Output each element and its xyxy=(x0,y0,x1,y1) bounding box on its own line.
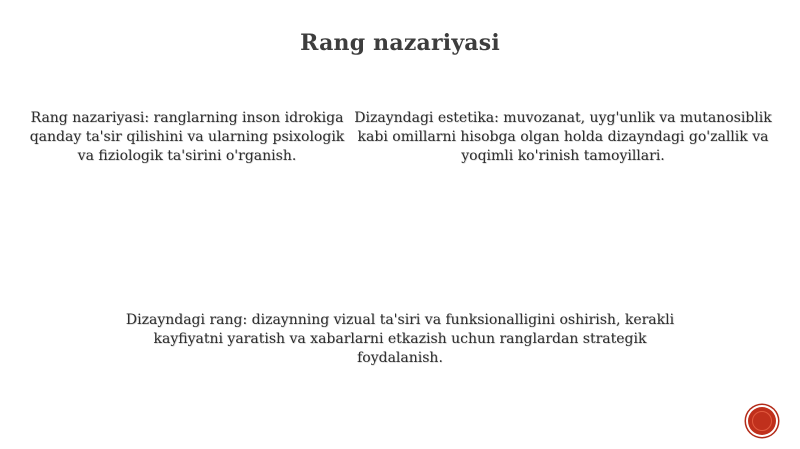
slide-title: Rang nazariyasi xyxy=(300,30,500,56)
text-block-color-in-design: Dizayndagi rang: dizaynning vizual ta'siri va funksionalligini oshirish, kerakli kayfiyatni yaratish va xabarlarni etkazish uchun ranglardan strategik foydalanish. xyxy=(125,312,675,366)
text-block-design-aesthetics: Dizayndagi estetika: muvozanat, uyg'unlik va mutanosiblik kabi omillarni hisobga olgan holda dizayndagi go'zallik va yoqimli ko'rinish tamoyillari. xyxy=(354,110,772,164)
circle-button-icon xyxy=(751,410,773,432)
text-block-color-theory: Rang nazariyasi: ranglarning inson idrokiga qanday ta'sir qilishini va ularning psixologik va fiziologik ta'sirini o'rganish. xyxy=(29,110,345,164)
next-slide-button[interactable] xyxy=(748,407,776,435)
